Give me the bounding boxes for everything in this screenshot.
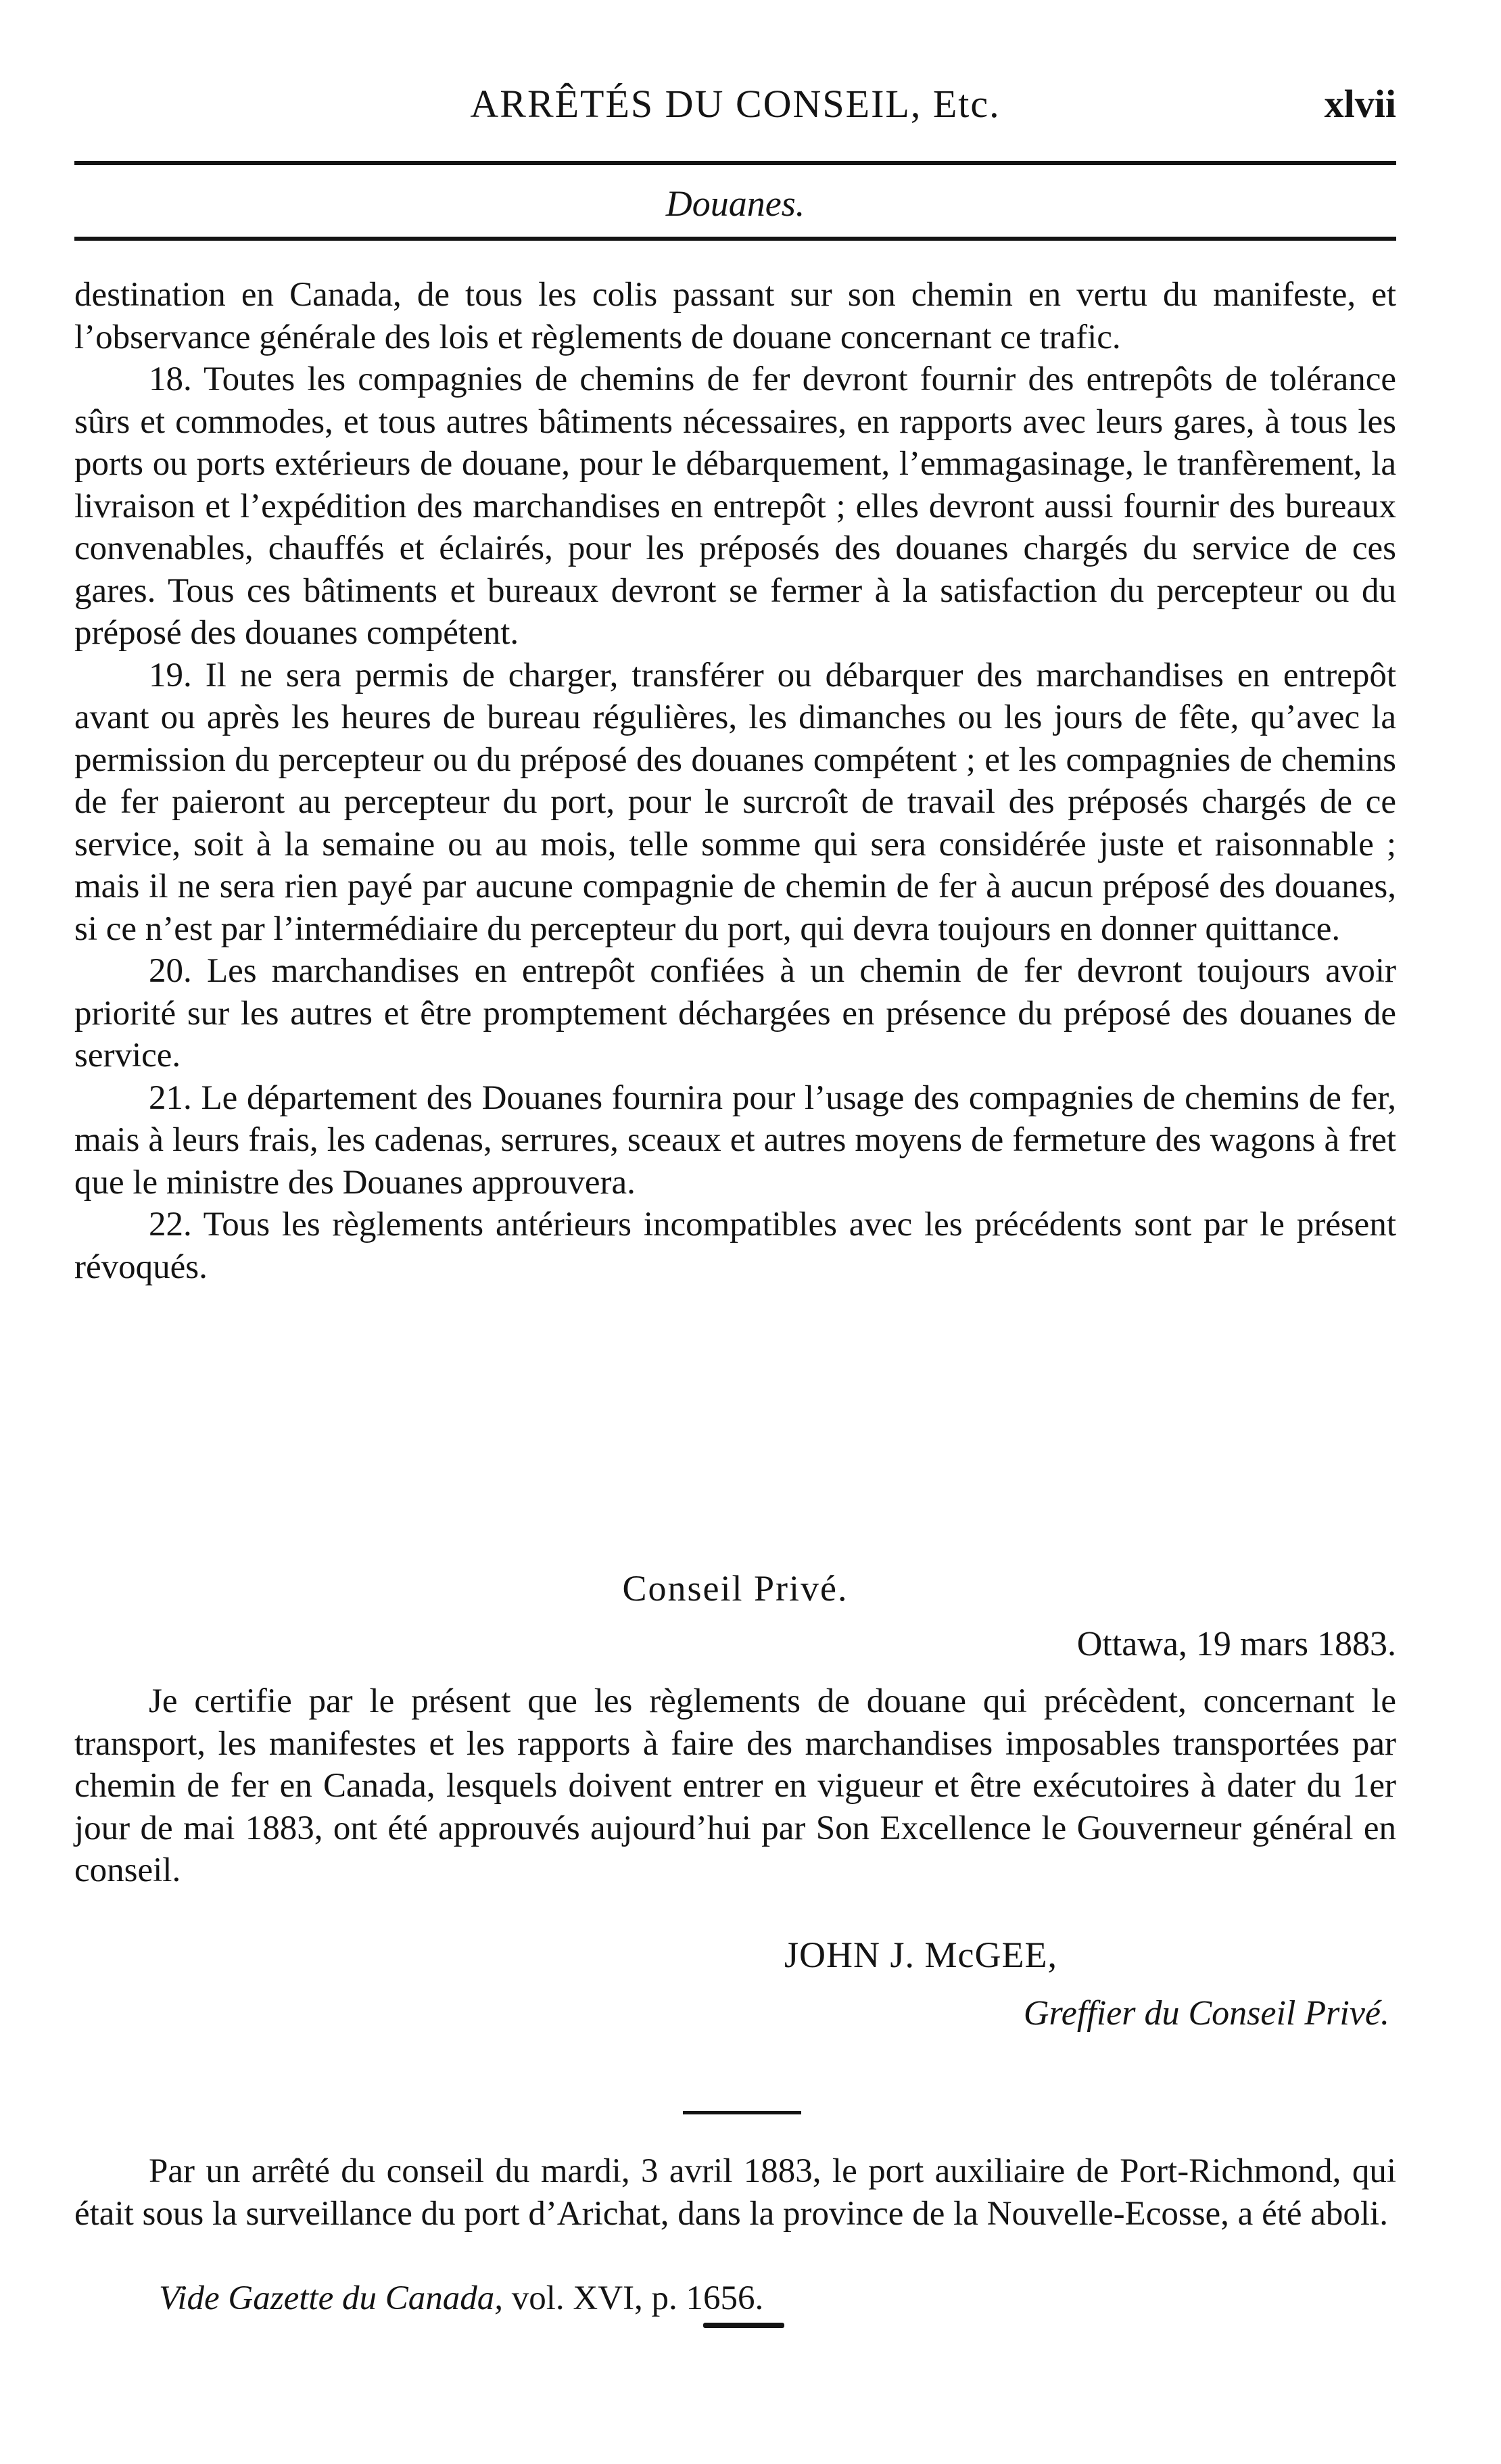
regulation-paragraph bbox=[74, 655, 1396, 951]
paragraph-number: 19. bbox=[149, 656, 192, 694]
paragraph-text: Les marchandises en entrepôt confiées à un chemin de fer devront toujours avoir priorité sur les autres et être promptement déchargées en présence du préposé des douanes de service. bbox=[74, 952, 1397, 1074]
signer-title: Greffier du Conseil Privé. bbox=[1023, 1994, 1389, 2033]
gazette-reference bbox=[159, 2279, 763, 2318]
reference-suffix: vol. XVI, p. 1656. bbox=[511, 2279, 764, 2317]
paragraph-number: 22. bbox=[149, 1206, 192, 1243]
separator-rule bbox=[683, 2111, 801, 2114]
regulation-paragraph bbox=[74, 950, 1396, 1077]
paragraph-text: Tous les règlements antérieurs incompatibles avec les précédents sont par le présent révoqués. bbox=[74, 1206, 1396, 1286]
order-paragraph: Par un arrêté du conseil du mardi, 3 avril 1883, le port auxiliaire de Port-Richmond, qui était sous la surveillance du port d’Arichat, dans la province de la Nouvelle-Ecosse, a été aboli. bbox=[74, 2152, 1396, 2233]
continuation-paragraph: destination en Canada, de tous les colis passant sur son chemin en vertu du manifeste, et l’observance générale des lois et règlements de douane concernant ce trafic. bbox=[74, 276, 1396, 356]
signer-name: JOHN J. McGEE, bbox=[784, 1935, 1057, 1975]
regulations-body bbox=[74, 274, 1396, 1288]
paragraph-text: Toutes les compagnies de chemins de fer devront fournir des entrepôts de tolérance sûrs et commodes, et tous autres bâtiments nécessaires, en rapports avec leurs gares, à tous les ports ou ports extérieurs de douane, pour le débarquement, l’emmagasinage, le tranfèrement, la livraison et l’expédition des marchandises en entrepôt ; elles devront aussi fournir des bureaux convenables, chauffés et éclairés, pour les préposés des douanes chargés du service de ces gares. Tous ces bâtiments et bureaux devront se fermer à la satisfaction du percepteur ou du préposé des douanes compétent. bbox=[74, 360, 1396, 652]
paragraph-text: Il ne sera permis de charger, transférer ou débarquer des marchandises en entrepôt avant ou après les heures de bureau régulières, les dimanches ou les jours de fête, qu’avec la permission du percepteur ou du préposé des douanes compétent ; et les compagnies de chemins de fer paieront au percepteur du port, pour le surcroît de travail des préposés chargés de ce service, soit à la semaine ou au mois, telle somme qui sera considérée juste et raisonnable ; mais il ne sera rien payé par aucune compagnie de chemin de fer à aucun préposé des douanes, si ce n’est par l’intermédiaire du percepteur du port, qui devra toujours en donner quittance. bbox=[74, 656, 1397, 948]
page-number: xlvii bbox=[1324, 82, 1396, 126]
section-title: Douanes. bbox=[665, 183, 805, 224]
paragraph-number: 20. bbox=[149, 952, 192, 990]
end-ornament bbox=[703, 2323, 784, 2328]
paragraph-text: Le département des Douanes fournira pour l’usage des compagnies de chemins de fer, mais à leurs frais, les cadenas, serrures, sceaux et autres moyens de fermeture des wagons à fret que le ministre des Douanes approuvera. bbox=[74, 1079, 1396, 1202]
paragraph-number: 18. bbox=[149, 360, 192, 398]
council-heading: Conseil Privé. bbox=[622, 1568, 849, 1609]
certification-paragraph: Je certifie par le présent que les règlements de douane qui précèdent, concernant le transport, les manifestes et les rapports à faire des marchandises imposables transportées par chemin de fer en Canada, lesquels doivent entrer en vigueur et être exécutoires à dater du 1er jour de mai 1883, ont été approuvés aujourd’hui par Son Excellence le Gouverneur général en conseil. bbox=[74, 1682, 1396, 1889]
dateline: Ottawa, 19 mars 1883. bbox=[1076, 1625, 1396, 1663]
regulation-paragraph bbox=[74, 1204, 1396, 1288]
header-rule-top bbox=[74, 161, 1396, 165]
paragraph-number: 21. bbox=[149, 1079, 192, 1117]
running-title: ARRÊTÉS DU CONSEIL, Etc. bbox=[470, 82, 1001, 126]
regulation-paragraph bbox=[74, 1077, 1396, 1204]
regulation-paragraph bbox=[74, 358, 1396, 655]
running-head bbox=[74, 81, 1396, 142]
reference-prefix: Vide Gazette du Canada, bbox=[159, 2279, 503, 2317]
header-rule-bottom bbox=[74, 237, 1396, 241]
